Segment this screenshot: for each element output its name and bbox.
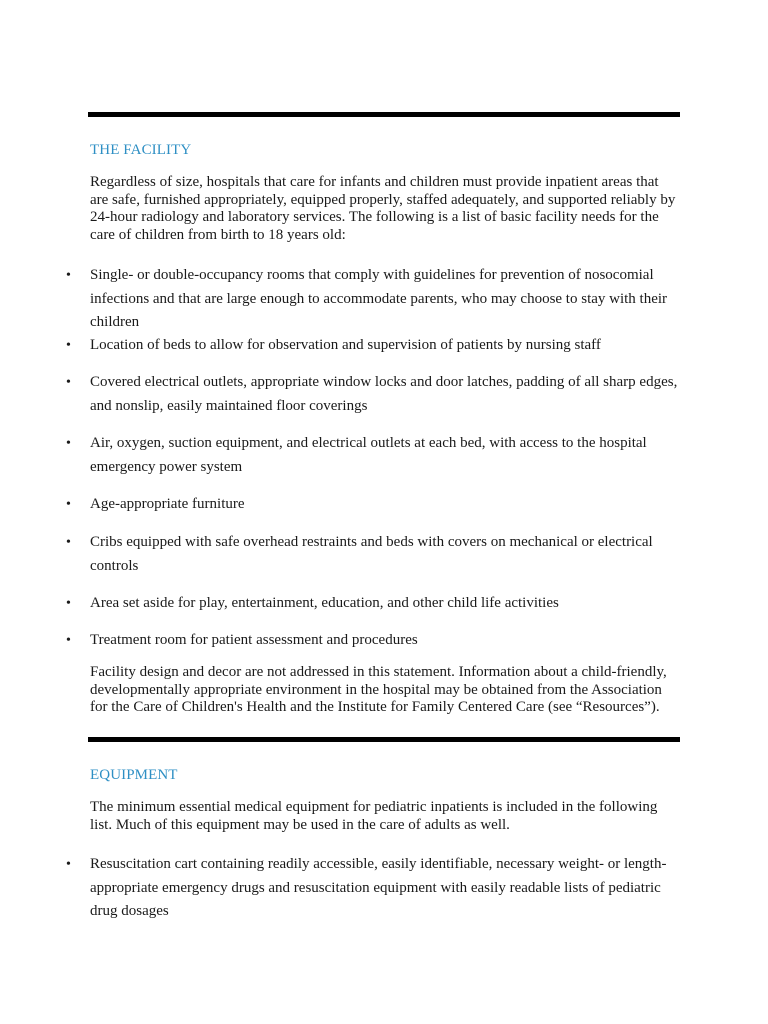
list-item bbox=[60, 264, 680, 335]
list-item bbox=[60, 432, 680, 479]
equipment-intro-paragraph: The minimum essential medical equipment for pediatric inpatients is included in the following list. Much of this equipment may be used in the care of adults as well. bbox=[90, 799, 658, 833]
list-item bbox=[60, 853, 680, 924]
bullet-glyph: • bbox=[66, 436, 71, 451]
facility-closing-paragraph: Facility design and decor are not addressed in this statement. Information about a child-friendly, developmentally appropriate environment in the hospital may be obtained from the Association for the Care of Children's Health and the Institute for Family Centered Care (see “Resources”). bbox=[90, 664, 667, 716]
list-item bbox=[60, 371, 680, 418]
bullet-glyph: • bbox=[66, 633, 71, 648]
equipment-heading: EQUIPMENT bbox=[90, 767, 178, 783]
bullet-glyph: • bbox=[66, 857, 71, 872]
list-item-text: Area set aside for play, entertainment, education, and other child life activities bbox=[90, 595, 559, 611]
facility-heading: THE FACILITY bbox=[90, 142, 192, 158]
bullet-glyph: • bbox=[66, 497, 71, 512]
bullet-glyph: • bbox=[66, 268, 71, 283]
list-item-text: Location of beds to allow for observation and supervision of patients by nursing staff bbox=[90, 337, 601, 353]
list-item bbox=[60, 334, 680, 358]
list-item bbox=[60, 531, 680, 578]
section-divider-top bbox=[88, 112, 680, 117]
bullet-glyph: • bbox=[66, 596, 71, 611]
list-item-text: Cribs equipped with safe overhead restraints and beds with covers on mechanical or electrical controls bbox=[90, 534, 653, 574]
bullet-glyph: • bbox=[66, 375, 71, 390]
bullet-glyph: • bbox=[66, 338, 71, 353]
list-item-text: Resuscitation cart containing readily accessible, easily identifiable, necessary weight- or length-appropriate emergency drugs and resuscitation equipment with easily readable lists of pediatric drug dosages bbox=[90, 856, 667, 919]
list-item bbox=[60, 592, 680, 616]
list-item bbox=[60, 629, 680, 653]
list-item-text: Single- or double-occupancy rooms that comply with guidelines for prevention of nosocomial infections and that are large enough to accommodate parents, who may choose to stay with their children bbox=[90, 267, 668, 330]
bullet-glyph: • bbox=[66, 535, 71, 550]
list-item-text: Air, oxygen, suction equipment, and electrical outlets at each bed, with access to the hospital emergency power system bbox=[90, 435, 647, 475]
facility-intro-paragraph: Regardless of size, hospitals that care for infants and children must provide inpatient areas that are safe, furnished appropriately, equipped properly, staffed adequately, and supported reliably by 24-hour radiology and laboratory services. The following is a list of basic facility needs for the care of children from birth to 18 years old: bbox=[90, 174, 676, 243]
list-item-text: Age-appropriate furniture bbox=[90, 496, 245, 512]
list-item bbox=[60, 493, 680, 517]
section-divider-equipment bbox=[88, 737, 680, 742]
list-item-text: Treatment room for patient assessment and procedures bbox=[90, 632, 418, 648]
list-item-text: Covered electrical outlets, appropriate window locks and door latches, padding of all sharp edges, and nonslip, easily maintained floor coverings bbox=[90, 374, 678, 414]
